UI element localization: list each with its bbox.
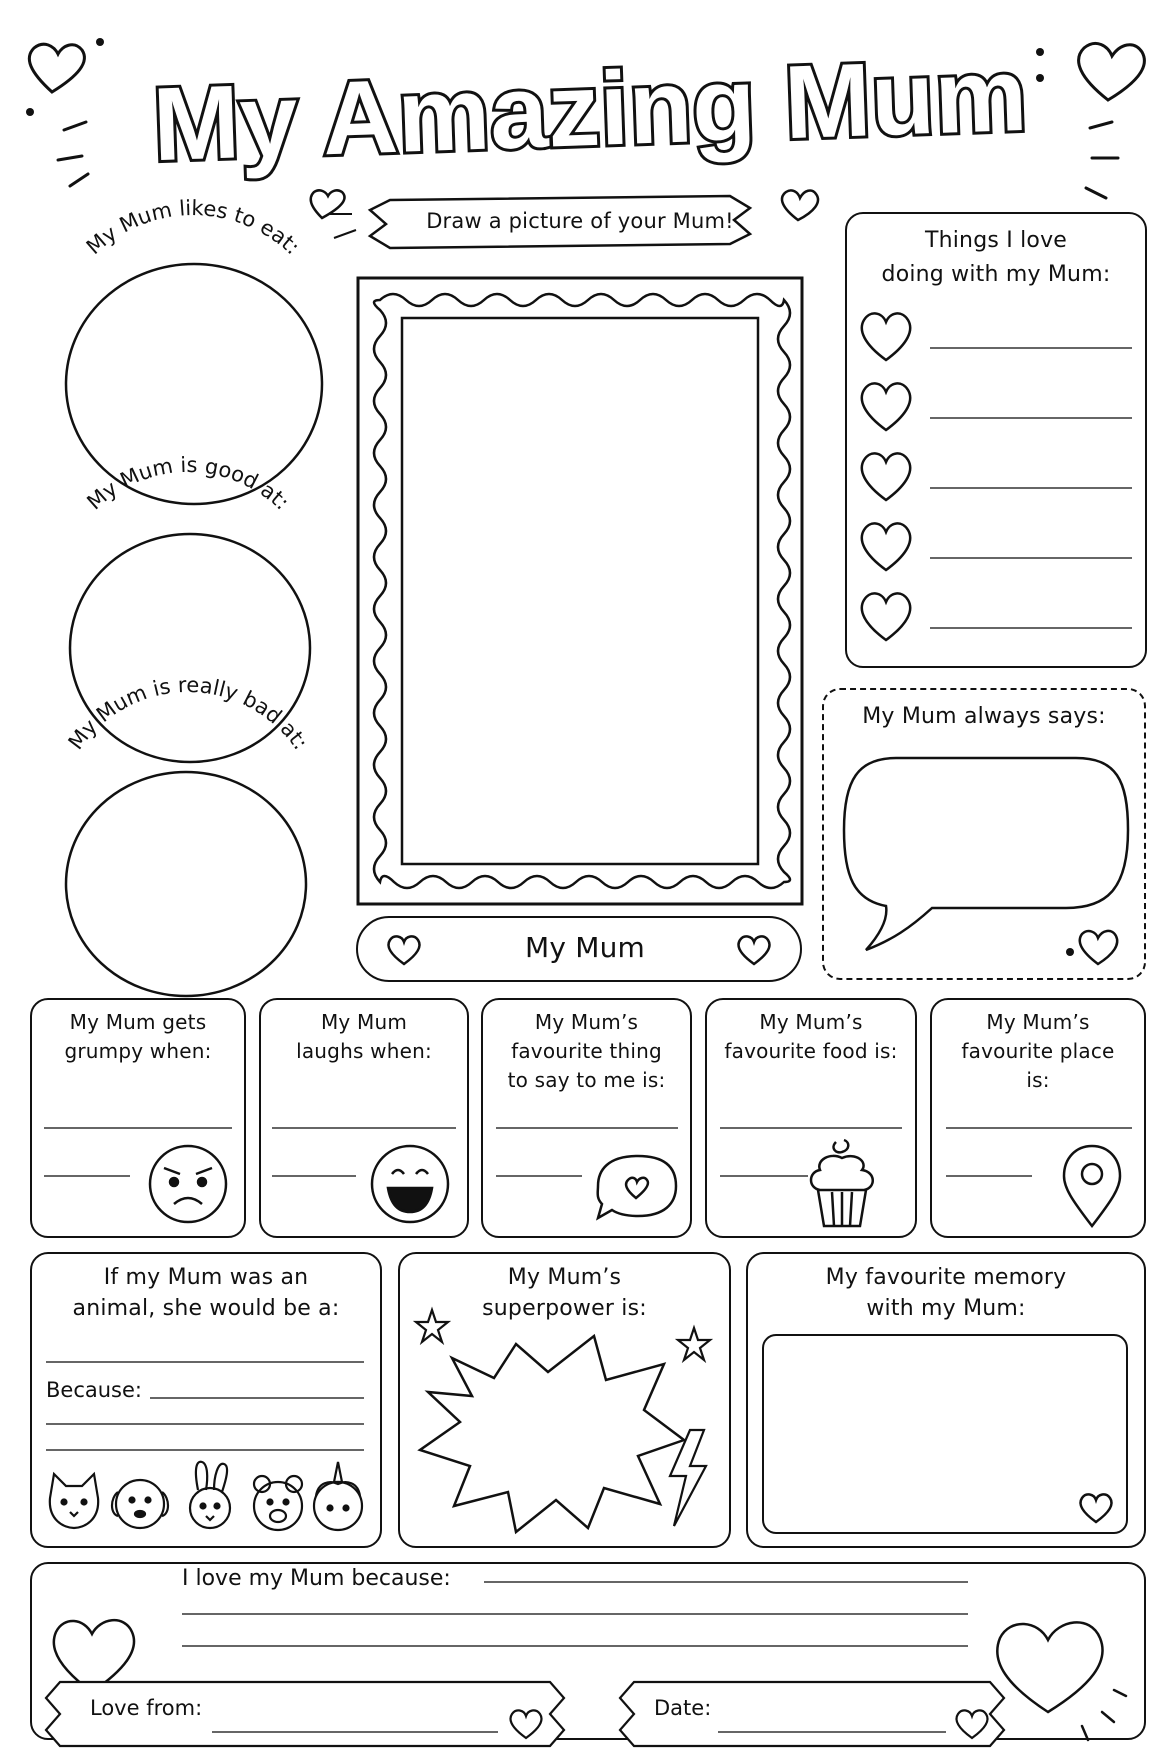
frame-caption: My Mum <box>524 931 645 964</box>
sparkle-line-icon <box>58 122 88 186</box>
picture-frame[interactable] <box>356 276 804 906</box>
dot-icon <box>1036 74 1044 82</box>
always-says-label: My Mum always says: <box>862 704 1106 729</box>
mid-card-text: to say to me is: <box>507 1068 666 1092</box>
animal-lines-icons <box>0 1350 400 1546</box>
draw-banner-label: Draw a picture of your Mum! <box>426 209 734 233</box>
mid-row-art <box>0 1100 1167 1240</box>
because-label: Because: <box>46 1378 142 1402</box>
mid-card-text: favourite thing <box>511 1039 662 1063</box>
mid-card-text: favourite place <box>961 1039 1115 1063</box>
mid-card-text: is: <box>1026 1068 1050 1092</box>
memory-write-area[interactable] <box>762 1334 1128 1534</box>
love-from-label: Love from: <box>90 1696 203 1720</box>
sparkle-line-icon <box>1082 1690 1126 1740</box>
superpower-title-1: My Mum’s <box>507 1265 622 1290</box>
mid-card-text: My Mum’s <box>986 1010 1090 1034</box>
heart-icon <box>862 313 910 640</box>
memory-title-1: My favourite memory <box>825 1265 1067 1290</box>
heart-icon <box>1076 1490 1116 1526</box>
lightning-icon <box>670 1430 706 1526</box>
write-lines <box>930 348 1132 628</box>
mid-card-text: My Mum’s <box>534 1010 639 1034</box>
bear-icon <box>254 1476 302 1530</box>
dot-icon <box>96 38 104 46</box>
date-label: Date: <box>654 1696 712 1720</box>
circle-label-good: My Mum is good at: <box>82 452 295 515</box>
heart-icon <box>1079 43 1145 100</box>
speech-heart-icon <box>598 1156 676 1218</box>
wavy-border <box>374 294 790 888</box>
mid-card-text: My Mum’s <box>759 1010 863 1034</box>
sparkle-line-icon <box>1086 122 1118 198</box>
star-icon <box>678 1328 710 1360</box>
unicorn-icon <box>314 1462 362 1530</box>
heart-icon <box>384 932 424 968</box>
svg-text:My Mum is really bad at: <box>64 673 313 754</box>
animal-title-2: animal, she would be a: <box>72 1296 340 1321</box>
circle-label-bad: My Mum is really bad at: <box>63 672 313 755</box>
things-love-list[interactable] <box>856 300 1136 650</box>
cupcake-icon <box>811 1140 873 1226</box>
bunny-icon <box>190 1462 230 1528</box>
dot-icon <box>1066 948 1074 956</box>
dot-icon <box>26 108 34 116</box>
heart-icon <box>997 1622 1102 1712</box>
dot-icon <box>1036 48 1044 56</box>
things-love-title-2: doing with my Mum: <box>881 262 1111 287</box>
heart-icon <box>734 932 774 968</box>
burst-shape <box>420 1336 684 1532</box>
love-because-art[interactable] <box>0 1562 1167 1749</box>
drawing-area <box>402 318 758 864</box>
star-icon <box>416 1310 448 1342</box>
grumpy-face-icon <box>150 1146 226 1222</box>
memory-title-2: with my Mum: <box>866 1296 1026 1321</box>
mid-card-text: My Mum <box>320 1010 408 1034</box>
page-title: My Amazing Mum <box>151 36 1029 184</box>
cat-icon <box>50 1474 98 1528</box>
location-pin-icon <box>1064 1146 1120 1226</box>
superpower-title-2: superpower is: <box>482 1296 647 1321</box>
speech-bubble[interactable] <box>836 750 1136 972</box>
mid-card-text: grumpy when: <box>64 1039 212 1063</box>
superpower-art[interactable] <box>398 1300 731 1546</box>
svg-text:My Mum is good at: <box>82 453 294 515</box>
heart-icon <box>29 44 84 92</box>
mid-card-text: favourite food is: <box>724 1039 898 1063</box>
love-because-label: I love my Mum because: <box>182 1566 451 1591</box>
heart-icon <box>1080 931 1117 964</box>
animal-title-1: If my Mum was an <box>103 1265 309 1290</box>
dog-icon <box>112 1480 168 1528</box>
mid-card-text: laughs when: <box>296 1039 432 1063</box>
things-love-title-1: Things I love <box>924 228 1068 253</box>
laughing-face-icon <box>372 1146 448 1222</box>
page-title-art <box>0 0 1167 210</box>
mid-card-text: My Mum gets <box>69 1010 207 1034</box>
circle-label-eat: My Mum likes to eat: <box>81 195 305 260</box>
